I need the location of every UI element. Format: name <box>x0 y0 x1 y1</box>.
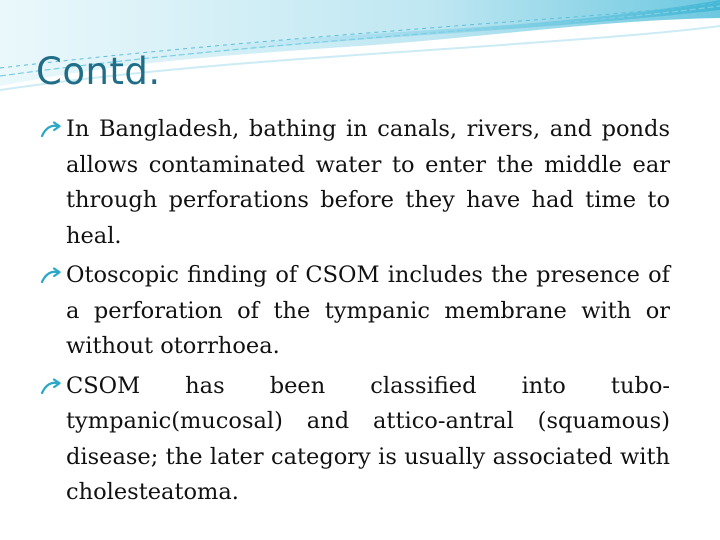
curved-arrow-icon <box>40 121 62 139</box>
bullet-text: In Bangladesh, bathing in canals, rivers, and ponds allows contaminated water to enter the middle ear through perforations before they have had time to heal. <box>66 116 670 249</box>
bullet-list <box>40 112 670 515</box>
slide-title: Contd. <box>36 50 161 93</box>
bullet-text: Otoscopic finding of CSOM includes the presence of a perforation of the tympanic membrane with or without otorrhoea. <box>66 262 670 359</box>
bullet-text: CSOM has been classified into tubo-tympanic(mucosal) and attico-antral (squamous) disease; the later category is usually associated with cholesteatoma. <box>66 372 670 505</box>
curved-arrow-icon <box>40 378 62 396</box>
bullet-item <box>40 369 670 511</box>
curved-arrow-icon <box>40 267 62 285</box>
bullet-item <box>40 112 670 254</box>
bullet-item <box>40 258 670 365</box>
